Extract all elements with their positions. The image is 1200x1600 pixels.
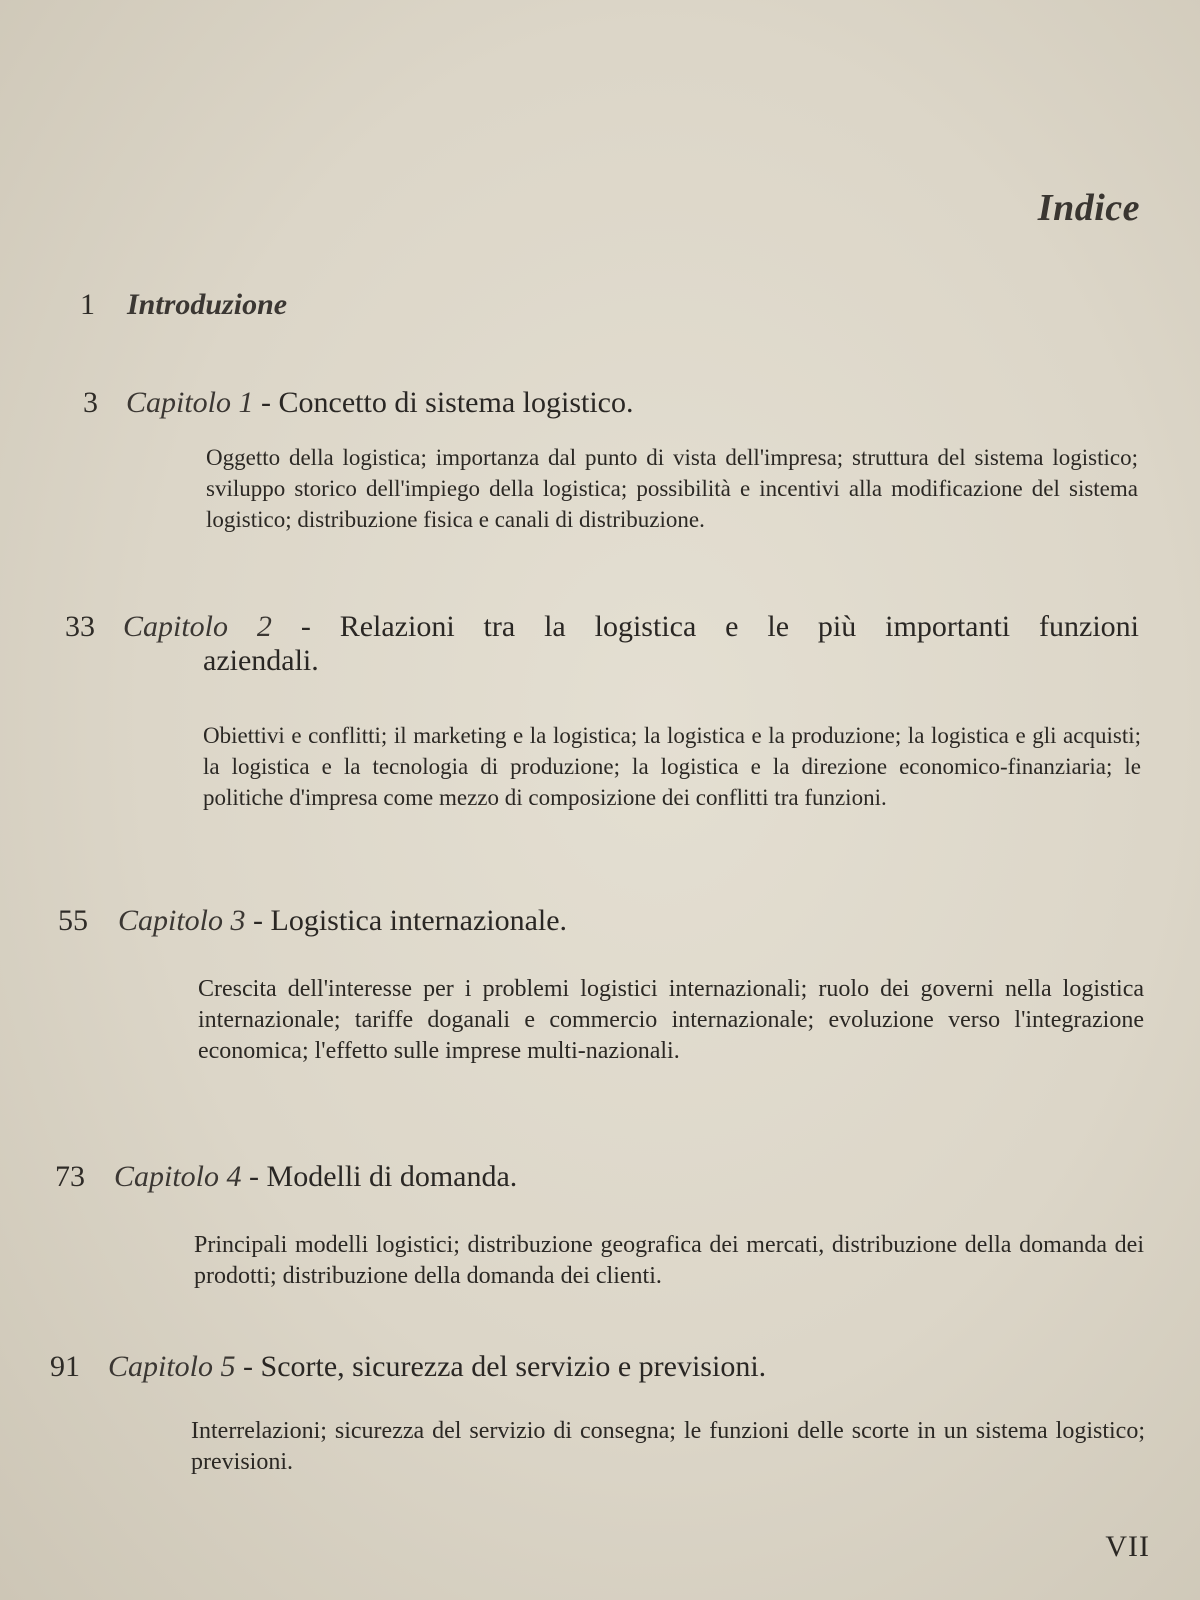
toc-description: Principali modelli logistici; distribuzione geografica dei mercati, distribuzione della domanda dei prodotti; distribuzione della domanda dei clienti. xyxy=(194,1232,1144,1289)
page-folio: VII xyxy=(1105,1530,1150,1563)
toc-page-number: 33 xyxy=(65,610,95,643)
toc-page-number: 3 xyxy=(83,386,98,419)
toc-chapter-label: Capitolo 4 xyxy=(114,1160,242,1193)
toc-heading xyxy=(118,904,567,938)
toc-chapter-label: Capitolo 5 xyxy=(108,1350,236,1383)
toc-chapter-title: Modelli di domanda. xyxy=(266,1160,518,1193)
toc-chapter-title: Concetto di sistema logistico. xyxy=(278,386,634,419)
page-title: Indice xyxy=(1037,187,1140,229)
toc-description: Obiettivi e conflitti; il marketing e la logistica; la logistica e la produzione; la logistica e gli acquisti; la logistica e la tecnologia di produzione; la logistica e la direzione economico-finanziaria; le politiche d'impresa come mezzo di composizione dei conflitti tra funzioni. xyxy=(203,723,1141,810)
toc-chapter-title: Logistica internazionale. xyxy=(270,904,568,937)
toc-chapter-title: Relazioni tra la logistica e le più importanti funzioni xyxy=(339,610,1140,643)
toc-description: Crescita dell'interesse per i problemi logistici internazionali; ruolo dei governi nella logistica internazionale; tariffe doganali e commercio internazionale; evoluzione verso l'integrazione economica; l'effetto sulle imprese multi-nazionali. xyxy=(198,976,1144,1064)
toc-page-number: 73 xyxy=(55,1160,85,1193)
toc-heading xyxy=(108,1350,766,1384)
toc-separator: - xyxy=(241,1160,267,1193)
toc-chapter-title: Scorte, sicurezza del servizio e previsioni. xyxy=(260,1350,767,1383)
toc-separator: - xyxy=(245,904,271,937)
toc-description: Oggetto della logistica; importanza dal punto di vista dell'impresa; struttura del sistema logistico; sviluppo storico dell'impiego della logistica; possibilità e incentivi alla modificazione del sistema logistico; distribuzione fisica e canali di distribuzione. xyxy=(206,445,1138,532)
toc-separator: - xyxy=(253,386,279,419)
toc-separator: - xyxy=(271,610,340,643)
toc-page-number: 91 xyxy=(50,1350,80,1383)
toc-chapter-label: Capitolo 2 xyxy=(123,610,272,643)
toc-separator: - xyxy=(235,1350,261,1383)
toc-heading: Introduzione xyxy=(127,288,288,321)
toc-page-number: 1 xyxy=(80,288,95,321)
toc-description: Interrelazioni; sicurezza del servizio di consegna; le funzioni delle scorte in un sistema logistico; previsioni. xyxy=(191,1418,1145,1475)
toc-page-number: 55 xyxy=(58,904,88,937)
toc-chapter-label: Capitolo 3 xyxy=(118,904,246,937)
toc-chapter-label: Capitolo 1 xyxy=(126,386,254,419)
toc-heading xyxy=(123,610,1139,644)
toc-heading xyxy=(126,386,633,420)
toc-heading-continuation: aziendali. xyxy=(203,644,319,677)
toc-heading xyxy=(114,1160,517,1194)
